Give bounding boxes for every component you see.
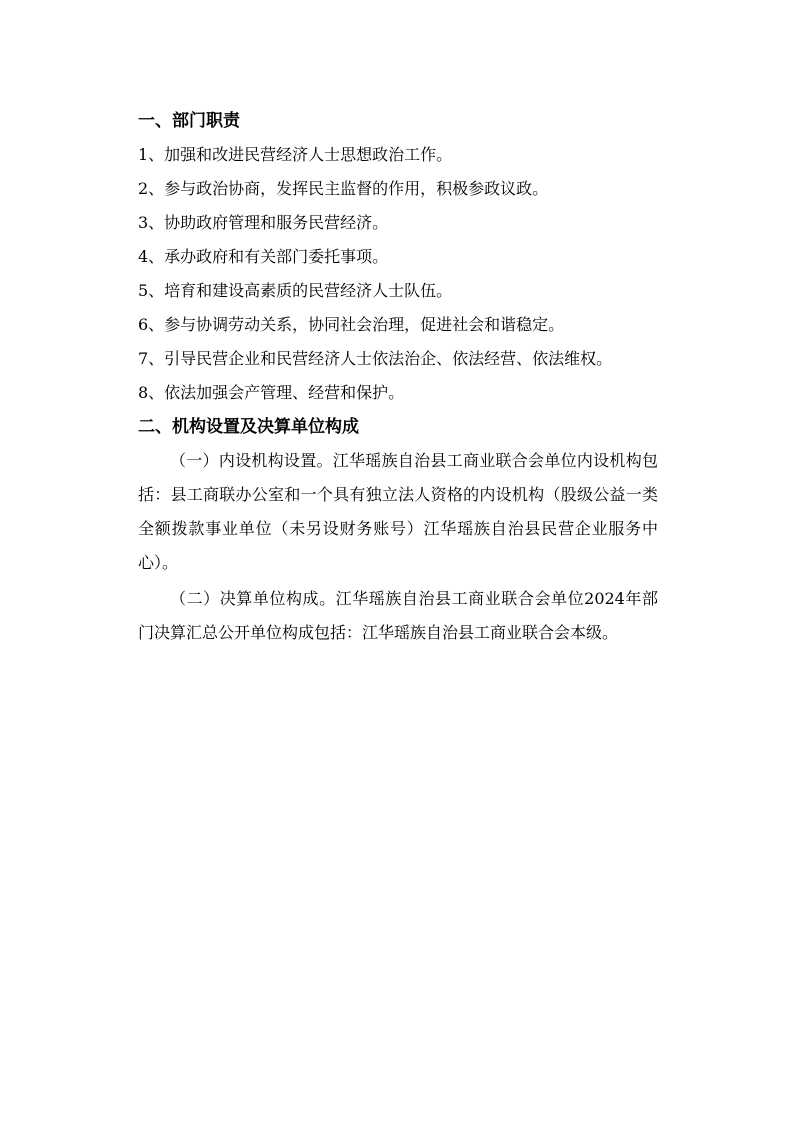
section-heading-organization: 二、机构设置及决算单位构成 xyxy=(138,417,359,437)
duty-item-7: 7、引导民营企业和民营经济人士依法治企、依法经营、依法维权。 xyxy=(138,349,613,368)
duty-item-2: 2、参与政治协商，发挥民主监督的作用，积极参政议政。 xyxy=(138,179,549,198)
duty-item-3: 3、协助政府管理和服务民营经济。 xyxy=(138,213,389,232)
duty-item-6: 6、参与协调劳动关系，协同社会治理，促进社会和谐稳定。 xyxy=(138,315,565,334)
section-heading-duties: 一、部门职责 xyxy=(138,111,240,131)
duty-item-4: 4、承办政府和有关部门委托事项。 xyxy=(138,247,389,266)
duty-item-5: 5、培育和建设高素质的民营经济人士队伍。 xyxy=(138,281,453,300)
duty-item-8: 8、依法加强会产管理、经营和保护。 xyxy=(138,383,405,402)
paragraph-accounting-units: （二）决算单位构成。江华瑶族自治县工商业联合会单位2024年部门决算汇总公开单位构成包括：江华瑶族自治县工商业联合会本级。 xyxy=(138,589,658,642)
document-body xyxy=(138,104,658,650)
duty-item-1: 1、加强和改进民营经济人士思想政治工作。 xyxy=(138,145,453,164)
paragraph-internal-structure: （一）内设机构设置。江华瑶族自治县工商业联合会单位内设机构包括：县工商联办公室和一个具有独立法人资格的内设机构（股级公益一类全额拨款事业单位（未另设财务账号）江华瑶族自治县民营企业服务中心）。 xyxy=(138,451,658,572)
